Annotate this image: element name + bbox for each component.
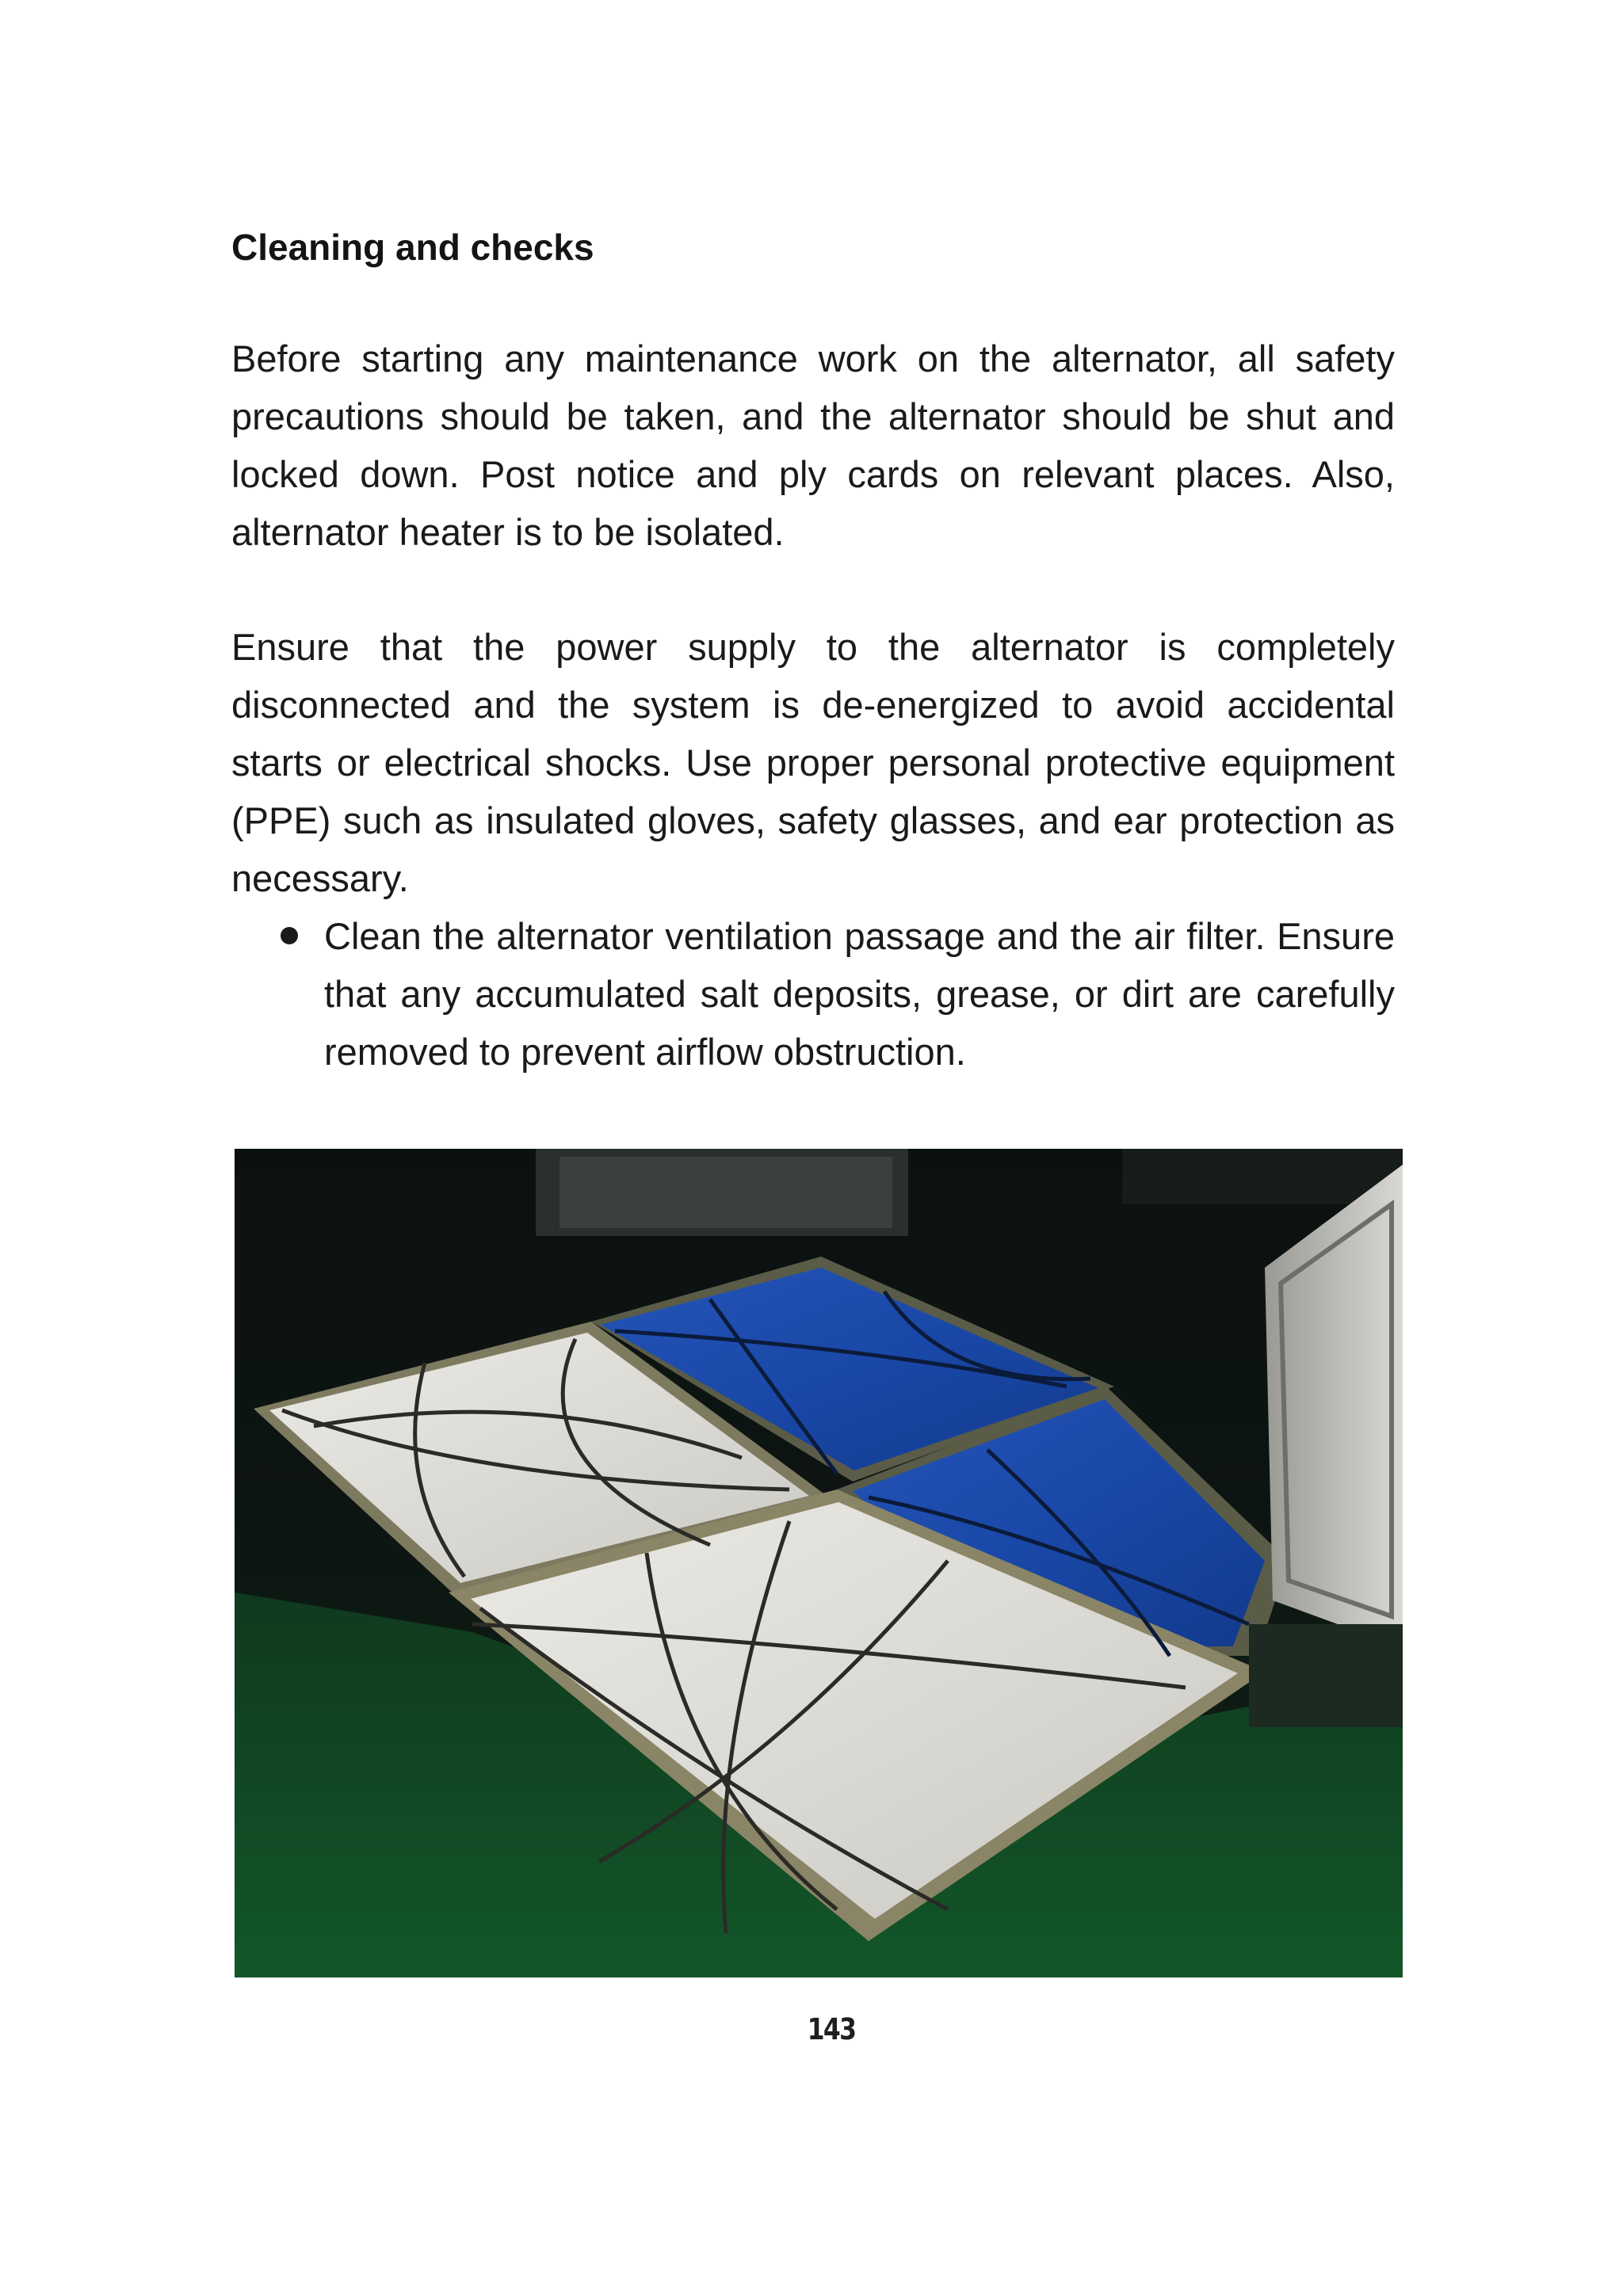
page-content bbox=[231, 215, 1395, 1081]
bullet-text: Clean the alternator ventilation passage and the air filter. Ensure that any accumulated salt deposits, grease, or dirt are carefully removed to prevent airflow obstruction. bbox=[324, 915, 1395, 1073]
bullet-item bbox=[231, 907, 1395, 1081]
paragraph-safety-precautions: Before starting any maintenance work on the alternator, all safety precautions should be taken, and the alternator should be shut and locked down. Post notice and ply cards on relevant places. Also, alternator heater is to be isolated. bbox=[231, 338, 1395, 553]
bullet-dot-icon bbox=[281, 927, 298, 944]
paragraph-power-isolation: Ensure that the power supply to the alternator is completely disconnected and the system is de-energized to avoid accidental starts or electrical shocks. Use proper personal protective equipment (PPE) such as insulated gloves, safety glasses, and ear protection as necessary. bbox=[231, 626, 1395, 899]
section-heading: Cleaning and checks bbox=[231, 227, 594, 268]
air-filter-photo bbox=[235, 1149, 1403, 1978]
bullet-list bbox=[231, 907, 1395, 1081]
air-filter-photo-image bbox=[235, 1149, 1403, 1978]
page-number: 143 bbox=[807, 2012, 856, 2046]
